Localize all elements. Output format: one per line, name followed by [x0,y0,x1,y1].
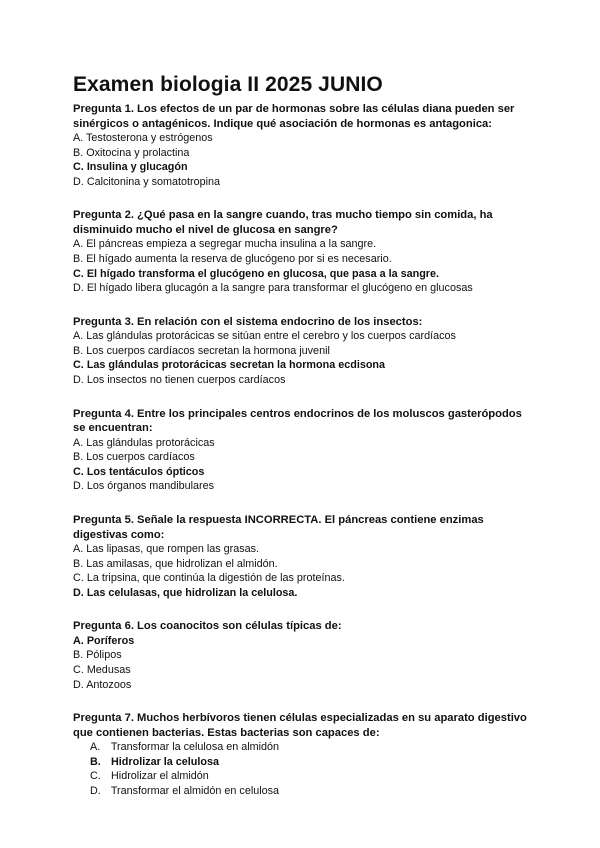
option-b [73,557,533,572]
option-d [73,678,533,693]
option-letter: B. [73,146,84,159]
option-text: El páncreas empieza a segregar mucha insulina a la sangre. [86,238,377,251]
question-5 [73,513,533,600]
option-text: Las glándulas protorácicas [86,436,215,449]
option-text: La tripsina, que continúa la digestión de las proteínas. [86,572,345,585]
option-c [73,358,533,373]
option-list [73,634,533,692]
option-letter: A. [73,436,84,449]
option-list [73,740,533,798]
option-a [73,237,533,252]
option-a [73,131,533,146]
question-text: Pregunta 4. Entre los principales centros endocrinos de los moluscos gasterópodos se encuentran: [73,407,522,435]
question-7 [73,711,533,798]
option-letter: B. [73,557,84,570]
option-letter: D. [73,374,84,387]
option-text: Antozoos [86,678,132,691]
option-letter: C. [90,770,101,783]
option-letter: A. [73,132,84,144]
option-list [73,329,533,387]
option-a [73,542,533,557]
option-letter: B. [90,755,101,768]
exam-document [73,72,533,818]
option-text: Oxitocina y prolactina [86,146,190,159]
option-text: Las celulasas, que hidrolizan la celulosa. [86,586,298,599]
option-letter: D. [73,282,84,295]
option-letter: A. [73,330,84,343]
option-text: Calcitonina y somatotropina [86,175,221,188]
question-text: Pregunta 3. En relación con el sistema endocrino de los insectos: [73,315,423,328]
option-letter: A. [73,543,84,555]
question-text: Pregunta 5. Señale la respuesta INCORRECTA. El páncreas contiene enzimas digestivas como: [73,514,484,541]
option-text: Pólipos [86,649,122,662]
option-a [73,329,533,344]
option-list [73,542,533,600]
question-text: Pregunta 2. ¿Qué pasa en la sangre cuando, tras mucho tiempo sin comida, ha disminuido mucho el nivel de glucosa en sangre? [73,209,493,236]
option-a [73,740,533,755]
option-b [73,648,533,663]
option-list [73,237,533,295]
option-letter: C. [73,161,84,174]
option-text: Hidrolizar la celulosa [111,755,220,768]
question-text: Pregunta 1. Los efectos de un par de hormonas sobre las células diana pueden ser sinérgicos o antagénicos. Indique qué asociación de hormonas es antagonica: [73,103,515,130]
option-text: Hidrolizar el almidón [111,770,209,783]
option-letter: A. [73,238,84,251]
option-c [73,267,533,282]
option-text: Testosterona y estrógenos [86,132,213,144]
option-list [73,436,533,494]
option-b [73,755,533,770]
option-b [73,344,533,359]
option-letter: C. [73,572,84,585]
option-text: Poríferos [86,634,135,647]
option-text: Transformar el almidón en celulosa [110,785,280,798]
question-text: Pregunta 6. Los coanocitos son células típicas de: [73,620,342,633]
option-c [73,571,533,586]
option-text: Los tentáculos ópticos [86,465,205,478]
option-b [73,146,533,161]
option-d [73,373,533,388]
question-2 [73,208,533,295]
option-letter: D. [73,175,84,188]
option-text: Los insectos no tienen cuerpos cardíacos [86,374,286,387]
option-letter: B. [73,252,84,265]
option-d [73,586,533,601]
option-letter: A. [90,741,101,754]
option-b [73,450,533,465]
option-text: Las glándulas protorácicas se sitúan entre el cerebro y los cuerpos cardíacos [86,330,456,343]
option-text: Transformar la celulosa en almidón [110,741,280,754]
option-text: El hígado aumenta la reserva de glucógeno por si es necesario. [86,252,392,265]
option-letter: C. [73,465,84,478]
option-text: El hígado transforma el glucógeno en glucosa, que pasa a la sangre. [86,267,439,280]
option-a [73,436,533,451]
option-text: Los cuerpos cardíacos [86,451,195,464]
option-letter: D. [90,785,101,798]
option-text: El hígado libera glucagón a la sangre para transformar el glucógeno en glucosas [86,282,473,295]
option-d [73,479,533,494]
option-text: Insulina y glucagón [86,161,188,174]
option-letter: C. [73,267,84,280]
option-c [73,769,533,784]
option-b [73,252,533,267]
option-a [73,634,533,649]
option-c [73,663,533,678]
option-text: Los cuerpos cardíacos secretan la hormona juvenil [86,344,330,357]
option-letter: C. [73,664,84,677]
option-letter: A. [73,634,84,647]
question-text: Pregunta 7. Muchos herbívoros tienen células especializadas en su aparato digestivo que contienen bacterias. Estas bacterias son capaces de: [73,712,527,739]
option-letter: B. [73,451,84,464]
question-3 [73,315,533,388]
option-text: Las amilasas, que hidrolizan el almidón. [86,557,278,570]
option-letter: B. [73,649,84,662]
option-c [73,160,533,175]
question-1 [73,102,533,189]
option-c [73,465,533,480]
option-text: Los órganos mandibulares [86,480,215,493]
option-letter: D. [73,586,84,599]
option-d [73,784,533,799]
option-d [73,175,533,190]
option-text: Medusas [86,664,131,677]
page-title: Examen biologia II 2025 JUNIO [73,73,383,96]
question-6 [73,619,533,692]
option-text: Las glándulas protorácicas secretan la hormona ecdisona [86,359,386,372]
question-list [73,102,533,799]
option-letter: B. [73,344,84,357]
option-text: Las lipasas, que rompen las grasas. [86,543,260,555]
option-letter: D. [73,678,84,691]
option-letter: C. [73,359,84,372]
option-letter: D. [73,480,84,493]
option-d [73,281,533,296]
question-4 [73,407,533,494]
option-list [73,131,533,189]
